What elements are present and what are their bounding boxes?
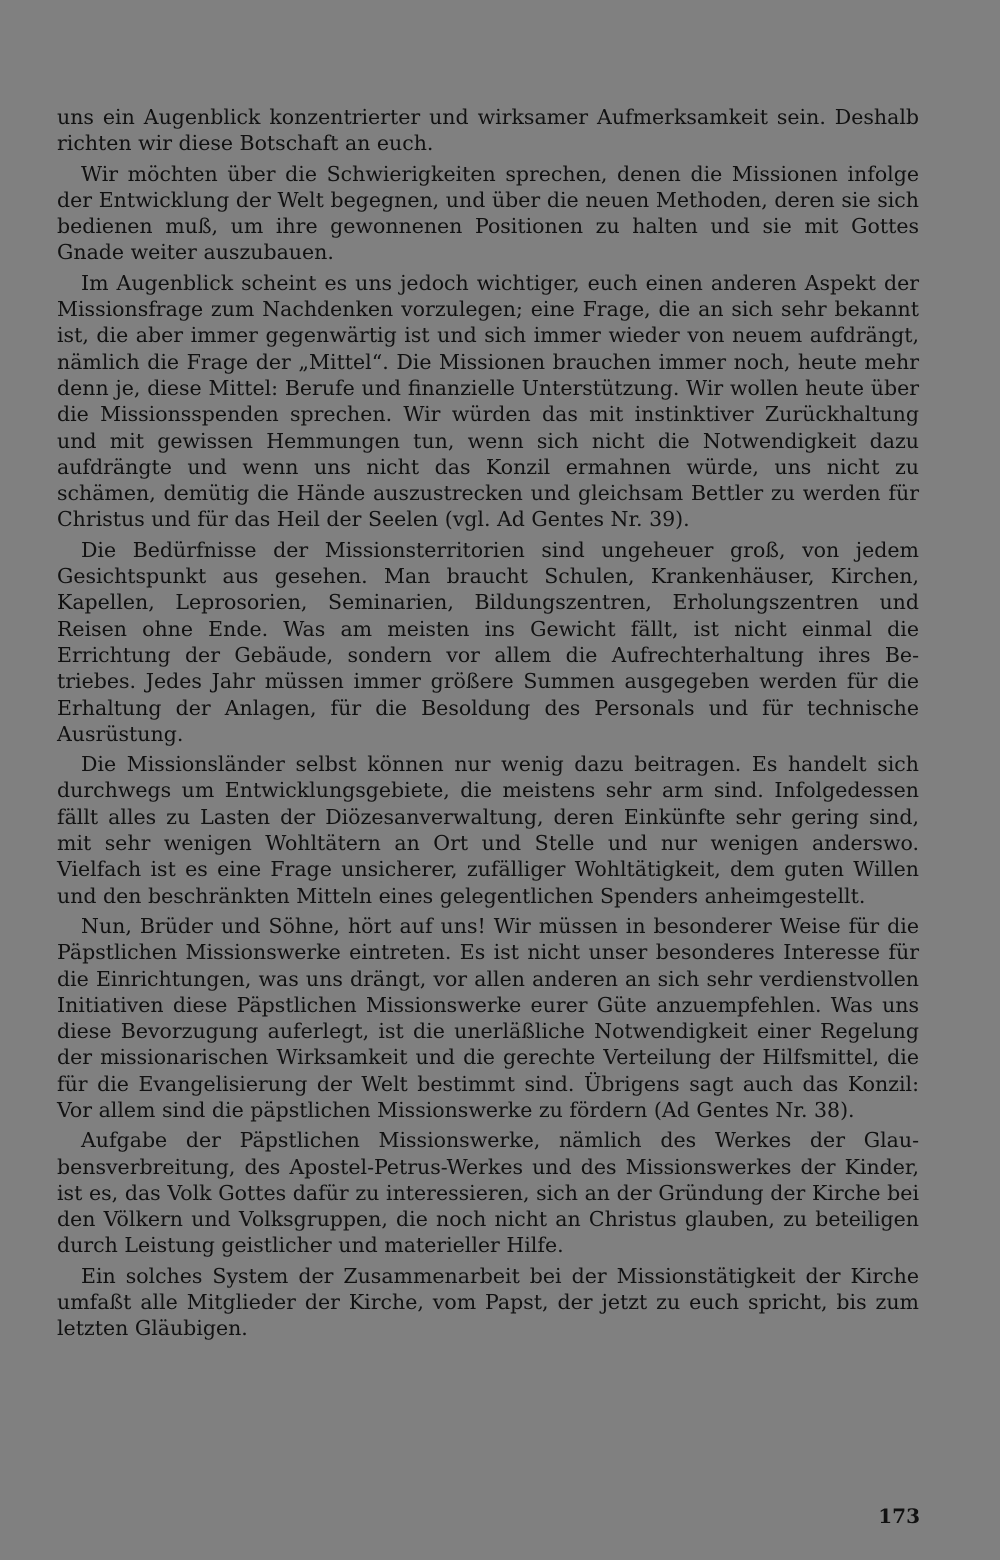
- paragraph-5: Die Missionsländer selbst können nur wenig dazu beitragen. Es handelt sich durchwegs um Entwicklungsgebiete, die meistens sehr arm sind. Infolgedessen fällt alles zu Lasten der Diözesanverwaltung, deren Einkünfte sehr gering sind, mit sehr wenigen Wohltätern an Ort und Stelle und nur wenigen anderswo. Vielfach ist es eine Frage unsicherer, zufälliger Wohltätigkeit, dem guten Willen und den beschränkten Mitteln eines gelegentlichen Spenders anheimgestellt.: [57, 752, 919, 908]
- paragraph-2: Wir möchten über die Schwierigkeiten sprechen, denen die Missionen infolge der Entwicklung der Welt begegnen, und über die neuen Methoden, deren sie sich bedienen muß, um ihre gewonnenen Positionen zu halten und sie mit Gottes Gnade weiter auszubauen.: [57, 161, 919, 265]
- paragraph-8: Ein solches System der Zusammenarbeit bei der Missionstätigkeit der Kirche umfaßt alle Mitglieder der Kirche, vom Papst, der jetzt zu euch spricht, bis zum letzten Gläubigen.: [57, 1263, 919, 1341]
- paragraph-1: uns ein Augenblick konzentrierter und wirksamer Aufmerksamkeit sein. Deshalb richten wir diese Botschaft an euch.: [57, 105, 919, 156]
- page-number: 173: [878, 1504, 920, 1528]
- paragraph-7: Aufgabe der Päpstlichen Missionswerke, nämlich des Werkes der Glaubensverbreitung, des Apostel-Petrus-Werkes und des Missionswerkes der Kinder, ist es, das Volk Gottes dafür zu interessieren, sich an der Gründung der Kirche bei den Völkern und Volksgruppen, die noch nicht an Christus glauben, zu beteiligen durch Leistung geistlicher und materieller Hilfe.: [57, 1128, 919, 1258]
- paragraph-4: Die Bedürfnisse der Missionsterritorien sind ungeheuer groß, von jedem Gesichtspunkt aus gesehen. Man braucht Schulen, Krankenhäuser, Kirchen, Kapellen, Leprosorien, Seminarien, Bildungszentren, Erholungszentren und Reisen ohne Ende. Was am meisten ins Gewicht fällt, ist nicht einmal die Errichtung der Gebäude, sondern vor allem die Aufrechterhaltung ihres Betriebes. Jedes Jahr müssen immer größere Summen ausgegeben werden für die Erhaltung der Anlagen, für die Besoldung des Personals und für technische Ausrüstung.: [57, 537, 919, 746]
- body-text: [57, 104, 919, 1346]
- paragraph-3: Im Augenblick scheint es uns jedoch wichtiger, euch einen anderen Aspekt der Missionsfrage zum Nachdenken vorzulegen; eine Frage, die an sich sehr bekannt ist, die aber immer gegenwärtig ist und sich immer wieder von neuem aufdrängt, nämlich die Frage der „Mittel“. Die Missionen brauchen immer noch, heute mehr denn je, diese Mittel: Berufe und finanzielle Unterstützung. Wir wollen heute über die Missionsspenden sprechen. Wir würden das mit instinktiver Zurückhaltung und mit gewissen Hemmungen tun, wenn sich nicht die Notwendigkeit dazu aufdrängte und wenn uns nicht das Konzil ermahnen würde, uns nicht zu schämen, demütig die Hände auszustrecken und gleichsam Bettler zu werden für Christus und für das Heil der Seelen (vgl. Ad Gentes Nr. 39).: [57, 270, 919, 532]
- paragraph-6: Nun, Brüder und Söhne, hört auf uns! Wir müssen in besonderer Weise für die Päpstlichen Missionswerke eintreten. Es ist nicht unser besonderes Interesse für die Einrichtungen, was uns drängt, vor allen anderen an sich sehr verdienstvollen Initiativen diese Päpstlichen Missionswerke eurer Güte anzuempfehlen. Was uns diese Bevorzugung auferlegt, ist die unerläßliche Notwendigkeit einer Regelung der missionarischen Wirksamkeit und die gerechte Verteilung der Hilfsmittel, die für die Evangelisierung der Welt bestimmt sind. Übrigens sagt auch das Konzil: Vor allem sind die päpstlichen Missionswerke zu fördern (Ad Gentes Nr. 38).: [57, 913, 919, 1122]
